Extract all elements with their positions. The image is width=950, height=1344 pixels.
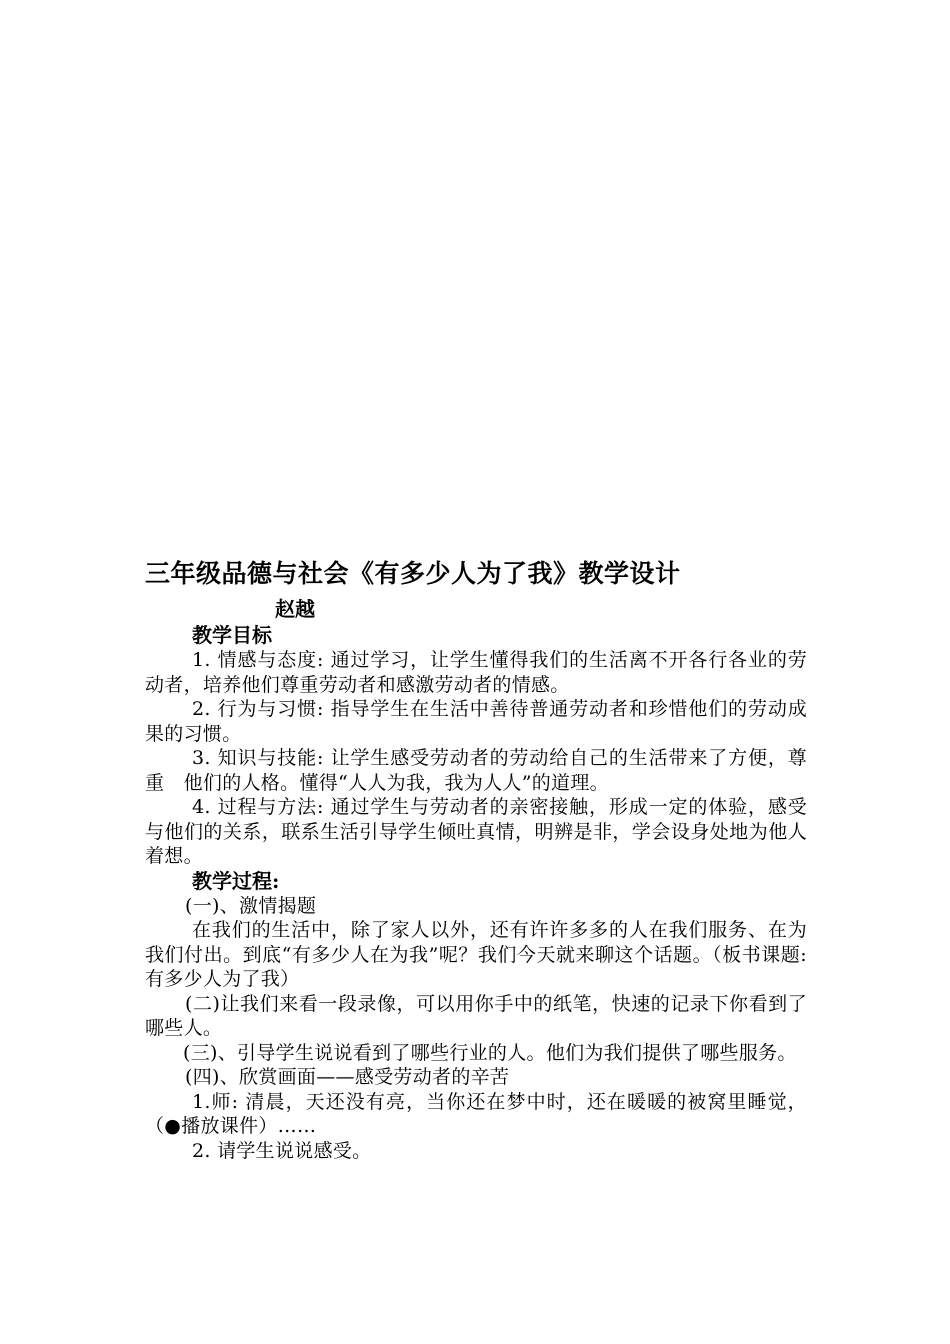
goal-paragraph: 2. 行为与习惯: 指导学生在生活中善待普通劳动者和珍惜他们的劳动成果的习惯。 — [145, 698, 807, 745]
document-page — [145, 556, 807, 1163]
process-paragraph: 2. 请学生说说感受。 — [192, 1139, 372, 1162]
goal-paragraph: 4. 过程与方法: 通过学生与劳动者的亲密接触，形成一定的体验，感受与他们的关系，联系生活引导学生倾吐真情，明辨是非，学会设身处地为他人着想。 — [145, 796, 807, 867]
process-step-heading: (四)、欣赏画面——感受劳动者的辛苦 — [185, 1066, 510, 1088]
process-paragraph: 在我们的生活中，除了家人以外，还有许许多多的人在我们服务、在为我们付出。到底“有多少人在为我”呢？我们今天就来聊这个话题。（板书课题: 有多少人为了我） — [145, 919, 807, 990]
process-paragraph: (二)让我们来看一段录像，可以用你手中的纸笔，快速的记录下你看到了哪些人。 — [145, 992, 807, 1039]
goal-paragraph: 1. 情感与态度: 通过学习，让学生懂得我们的生活离不开各行各业的劳动者，培养他们尊重劳动者和感激劳动者的情感。 — [145, 649, 807, 696]
process-step-heading: (一)、激情揭题 — [185, 894, 317, 917]
process-heading: 教学过程: — [192, 868, 280, 893]
process-paragraph: (三)、引导学生说说看到了哪些行业的人。他们为我们提供了哪些服务。 — [183, 1041, 797, 1064]
goals-heading: 教学目标 — [192, 623, 272, 647]
process-paragraph: 1.师: 清晨，天还没有亮，当你还在梦中时，还在暖暖的被窝里睡觉，（●播放课件）…… — [145, 1090, 807, 1137]
document-title: 三年级品德与社会《有多少人为了我》教学设计 — [145, 559, 681, 588]
author-name: 赵越 — [275, 597, 315, 621]
goal-paragraph: 3. 知识与技能: 让学生感受劳动者的劳动给自己的生活带来了方便，尊重 他们的人格。懂得“人人为我，我为人人”的道理。 — [145, 747, 807, 794]
